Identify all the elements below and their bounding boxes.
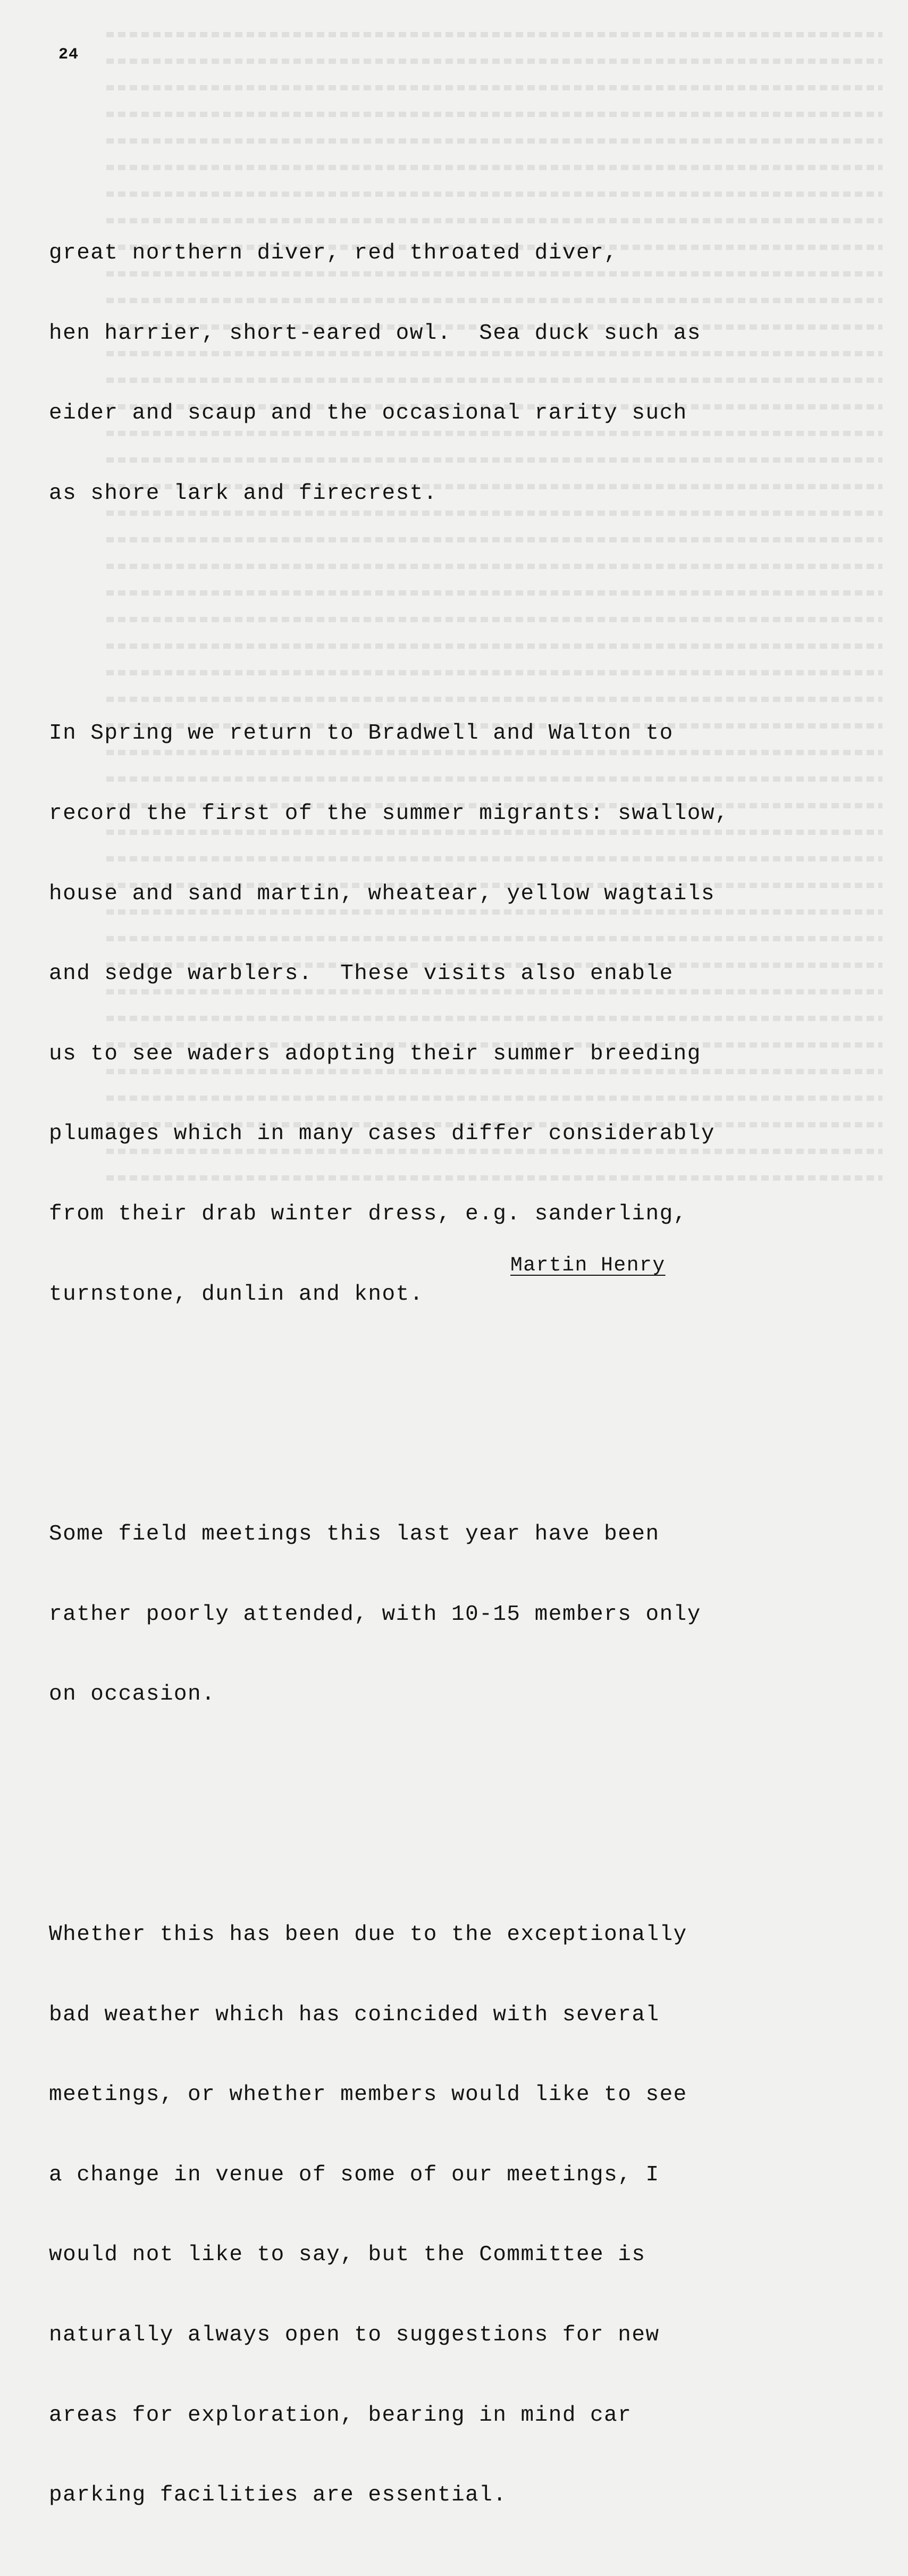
author-signature: Martin Henry: [510, 1254, 666, 1277]
text-line: naturally always open to suggestions for new: [49, 2322, 660, 2347]
text-line: a change in venue of some of our meetings, I: [49, 2162, 660, 2187]
page-number: 24: [58, 46, 79, 64]
paragraph-1: [49, 187, 878, 561]
text-line: meetings, or whether members would like to see: [49, 2082, 687, 2107]
text-line: record the first of the summer migrants: swallow,: [49, 801, 729, 826]
paragraph-2: [49, 667, 878, 1361]
text-line: hen harrier, short-eared owl. Sea duck such as: [49, 321, 701, 346]
text-line: house and sand martin, wheatear, yellow wagtails: [49, 881, 715, 906]
text-line: Whether this has been due to the exceptionally: [49, 1922, 687, 1947]
paragraph-3: [49, 1468, 878, 1761]
text-line: turnstone, dunlin and knot.: [49, 1282, 424, 1307]
text-line: and sedge warblers. These visits also enable: [49, 961, 674, 986]
text-line: areas for exploration, bearing in mind car: [49, 2403, 632, 2428]
text-line: rather poorly attended, with 10-15 members only: [49, 1602, 701, 1627]
text-line: from their drab winter dress, e.g. sanderling,: [49, 1201, 687, 1226]
text-line: parking facilities are essential.: [49, 2483, 507, 2508]
text-line: bad weather which has coincided with several: [49, 2002, 660, 2027]
report-body: [49, 106, 878, 2576]
text-line: Some field meetings this last year have been: [49, 1522, 660, 1547]
paragraph-4: [49, 1868, 878, 2562]
text-line: eider and scaup and the occasional rarity such: [49, 401, 687, 426]
text-line: us to see waders adopting their summer breeding: [49, 1041, 701, 1066]
text-line: In Spring we return to Bradwell and Walton to: [49, 721, 674, 746]
text-line: would not like to say, but the Committee is: [49, 2243, 646, 2268]
text-line: as shore lark and firecrest.: [49, 481, 438, 506]
text-line: plumages which in many cases differ considerably: [49, 1122, 715, 1147]
text-line: on occasion.: [49, 1682, 216, 1707]
text-line: great northern diver, red throated diver,: [49, 241, 618, 266]
